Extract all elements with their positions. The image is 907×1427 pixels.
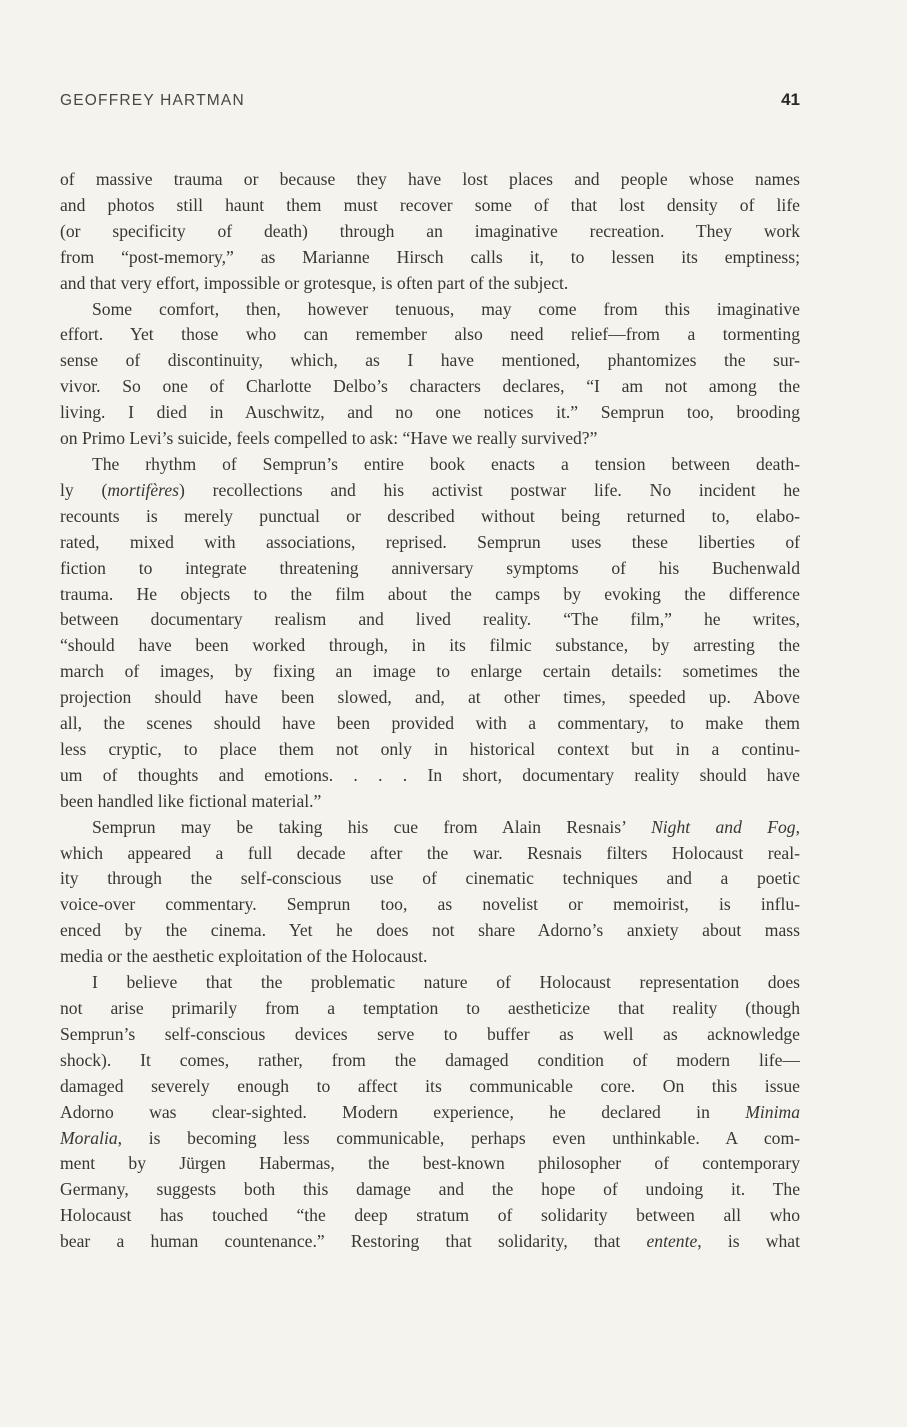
italic-term: mortifères: [107, 479, 180, 500]
text-line: recounts is merely punctual or described without being returned to, elabo-: [60, 505, 800, 526]
text-line: living. I died in Auschwitz, and no one notices it.” Semprun too, brooding: [60, 402, 800, 423]
text-line: The rhythm of Semprun’s entire book enacts a tension between death-: [92, 453, 800, 474]
paragraph: [60, 452, 800, 815]
text-line: ly (mortifères) recollections and his activist postwar life. No incident he: [60, 479, 800, 500]
italic-term: Minima: [745, 1101, 800, 1122]
text-line: ment by Jürgen Habermas, the best-known philosopher of contemporary: [60, 1153, 800, 1174]
text-line: voice-over commentary. Semprun too, as novelist or memoirist, is influ-: [60, 894, 800, 915]
text-line: (or specificity of death) through an imaginative recreation. They work: [60, 220, 800, 241]
text-line: of massive trauma or because they have lost places and people whose names: [60, 169, 800, 189]
text-line: march of images, by fixing an image to enlarge certain details: sometimes the: [60, 661, 800, 682]
text-line: on Primo Levi’s suicide, feels compelled to ask: “Have we really survived?”: [60, 428, 598, 449]
text-line: projection should have been slowed, and, at other times, speeded up. Above: [60, 687, 800, 708]
text-line: fiction to integrate threatening anniversary symptoms of his Buchenwald: [60, 557, 800, 578]
text-line: Holocaust has touched “the deep stratum of solidarity between all who: [60, 1205, 800, 1226]
text-line: “should have been worked through, in its filmic substance, by arresting the: [60, 635, 800, 656]
text-line: damaged severely enough to affect its communicable core. On this issue: [60, 1075, 800, 1096]
text-line: trauma. He objects to the film about the camps by evoking the difference: [60, 583, 800, 604]
text-line: and that very effort, impossible or grotesque, is often part of the subject.: [60, 272, 569, 293]
running-head: [60, 90, 800, 114]
text-line: media or the aesthetic exploitation of the Holocaust.: [60, 946, 428, 967]
text-line: Some comfort, then, however tenuous, may come from this imaginative: [92, 298, 800, 319]
text-line: Germany, suggests both this damage and the hope of undoing it. The: [60, 1179, 800, 1200]
text-line: um of thoughts and emotions. . . . In short, documentary reality should have: [60, 764, 800, 785]
text-line: effort. Yet those who can remember also need relief—from a tormenting: [60, 324, 800, 345]
italic-term: entente: [646, 1231, 698, 1252]
italic-term: Night and Fog: [651, 816, 796, 837]
text-line: all, the scenes should have been provided with a commentary, to make them: [60, 713, 800, 734]
text-line: Moralia, is becoming less communicable, perhaps even unthinkable. A com-: [60, 1127, 800, 1148]
paragraph: [60, 970, 800, 1255]
text-line: which appeared a full decade after the war. Resnais filters Holocaust real-: [60, 842, 800, 863]
running-title: GEOFFREY HARTMAN: [60, 92, 245, 109]
paragraph: [60, 815, 800, 970]
text-line: bear a human countenance.” Restoring that solidarity, that entente, is what: [60, 1231, 800, 1252]
text-line: less cryptic, to place them not only in historical context but in a continu-: [60, 738, 800, 759]
text-line: enced by the cinema. Yet he does not share Adorno’s anxiety about mass: [60, 920, 800, 941]
paragraph: [60, 297, 800, 452]
text-line: and photos still haunt them must recover some of that lost density of life: [60, 194, 800, 215]
text-line: been handled like fictional material.”: [60, 790, 322, 811]
text-line: Semprun may be taking his cue from Alain Resnais’ Night and Fog,: [92, 816, 800, 837]
text-line: shock). It comes, rather, from the damaged condition of modern life—: [60, 1049, 800, 1070]
text-line: vivor. So one of Charlotte Delbo’s characters declares, “I am not among the: [60, 376, 800, 397]
text-line: sense of discontinuity, which, as I have mentioned, phantomizes the sur-: [60, 350, 800, 371]
text-line: between documentary realism and lived reality. “The film,” he writes,: [60, 609, 800, 630]
text-line: I believe that the problematic nature of Holocaust representation does: [92, 972, 800, 993]
body-text: [60, 167, 800, 1255]
text-line: not arise primarily from a temptation to aestheticize that reality (though: [60, 998, 800, 1018]
text-line: rated, mixed with associations, reprised. Semprun uses these liberties of: [60, 531, 800, 552]
page-number: 41: [781, 90, 800, 109]
paragraph: [60, 167, 800, 297]
italic-term: Moralia: [60, 1127, 118, 1148]
text-line: ity through the self-conscious use of cinematic techniques and a poetic: [60, 868, 800, 889]
text-line: Adorno was clear-sighted. Modern experience, he declared in Minima: [60, 1101, 800, 1122]
text-line: from “post-memory,” as Marianne Hirsch calls it, to lessen its emptiness;: [60, 246, 800, 267]
text-line: Semprun’s self-conscious devices serve to buffer as well as acknowledge: [60, 1023, 800, 1044]
